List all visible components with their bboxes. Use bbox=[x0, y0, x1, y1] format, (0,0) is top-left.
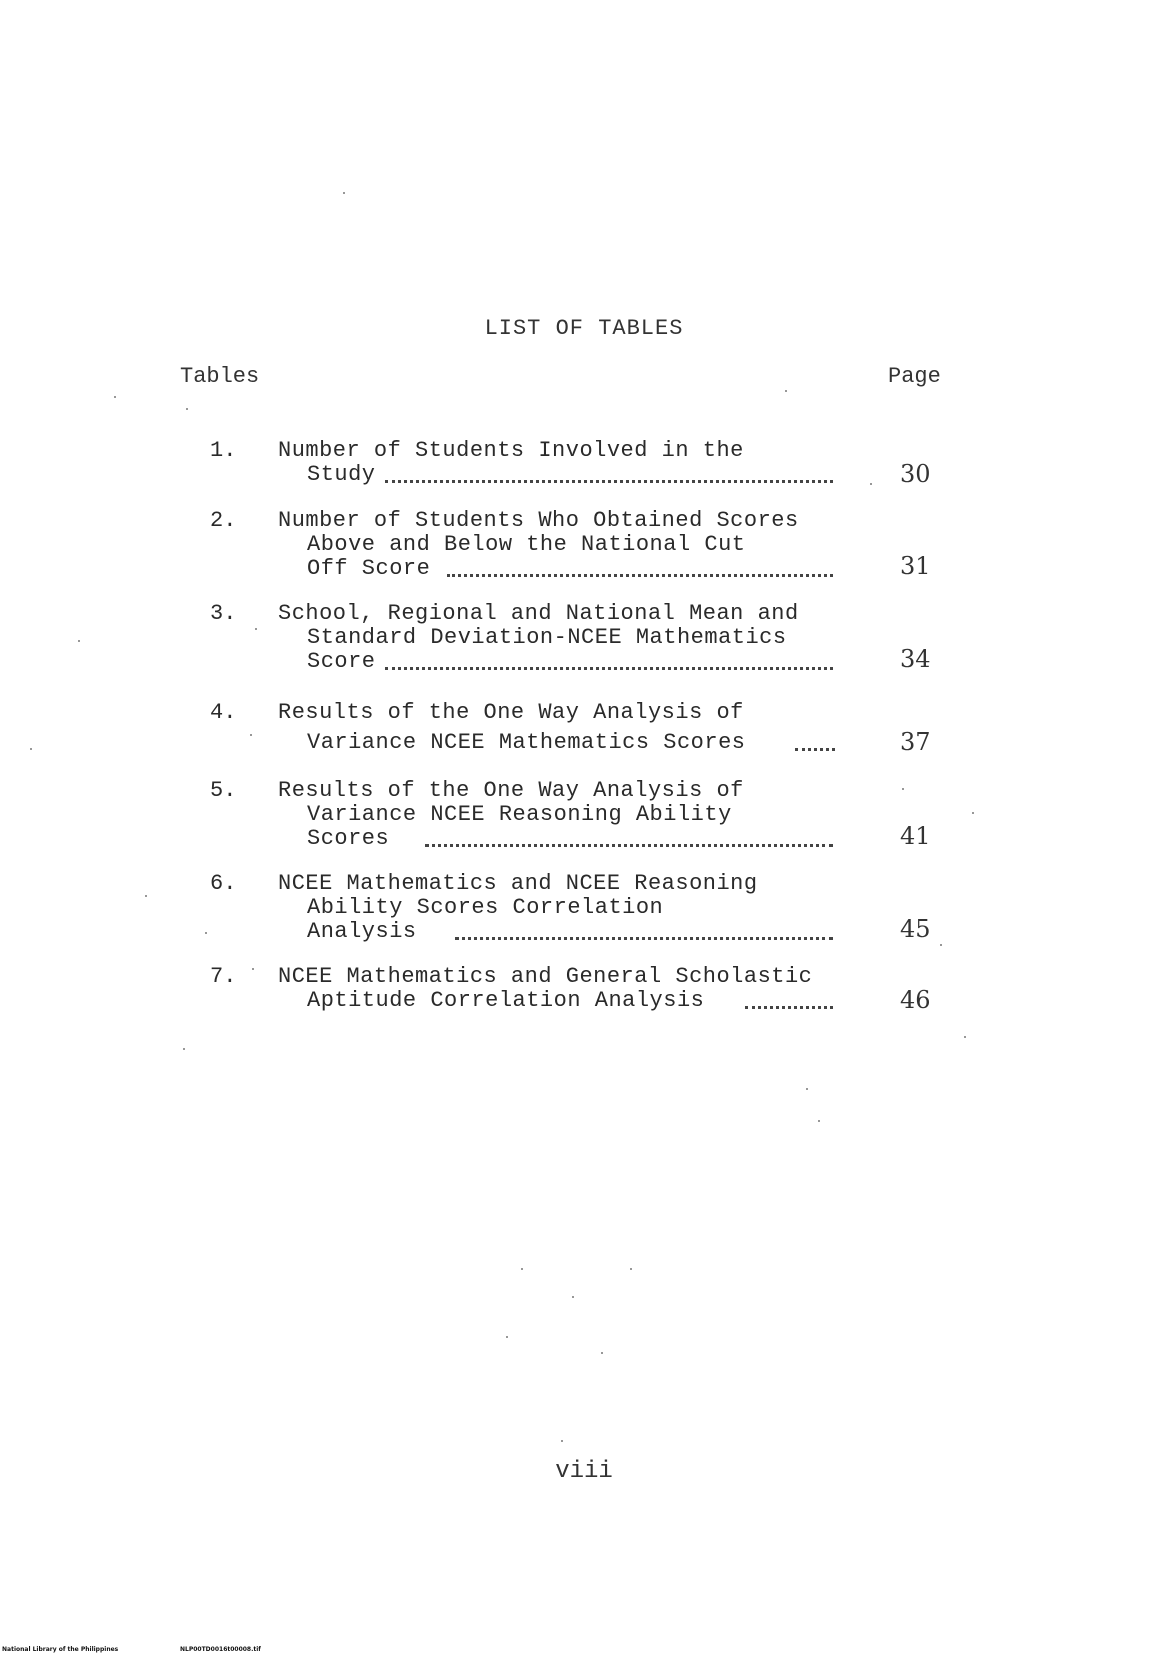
entry-page-number: 34 bbox=[900, 645, 931, 673]
scan-speck bbox=[964, 1036, 966, 1038]
entry-title-line: Number of Students Involved in the bbox=[278, 438, 744, 463]
entry-title-line: Results of the One Way Analysis of bbox=[278, 700, 744, 725]
scan-speck bbox=[250, 734, 252, 736]
scan-speck bbox=[902, 788, 904, 790]
scan-speck bbox=[114, 396, 116, 398]
scan-speck bbox=[521, 1268, 523, 1270]
scan-speck bbox=[183, 1048, 185, 1050]
scan-speck bbox=[572, 1296, 574, 1298]
scan-speck bbox=[630, 1268, 632, 1270]
entry-title-line: Aptitude Correlation Analysis bbox=[307, 988, 705, 1013]
entry-number: 5. bbox=[210, 778, 237, 803]
scan-speck bbox=[972, 812, 974, 814]
entry-number: 2. bbox=[210, 508, 237, 533]
page-number: viii bbox=[555, 1458, 613, 1485]
entry-title-line: Variance NCEE Mathematics Scores bbox=[307, 730, 746, 755]
scan-speck bbox=[785, 390, 787, 392]
entry-title-line: Number of Students Who Obtained Scores bbox=[278, 508, 799, 533]
entry-title-line: Variance NCEE Reasoning Ability bbox=[307, 802, 732, 827]
entry-title-line: NCEE Mathematics and NCEE Reasoning bbox=[278, 871, 758, 896]
page-column-header: Page bbox=[888, 364, 941, 389]
scan-speck bbox=[601, 1352, 603, 1354]
entry-title-line: Score bbox=[307, 649, 376, 674]
scan-credit-file: NLP00TD0016t00008.tif bbox=[180, 1646, 261, 1653]
scan-speck bbox=[186, 408, 188, 410]
dot-leader bbox=[447, 574, 833, 577]
entry-number: 1. bbox=[210, 438, 237, 463]
entry-title-line: NCEE Mathematics and General Scholastic bbox=[278, 964, 813, 989]
entry-number: 7. bbox=[210, 964, 237, 989]
scan-speck bbox=[561, 1440, 563, 1442]
entry-title-line: Results of the One Way Analysis of bbox=[278, 778, 744, 803]
scan-speck bbox=[205, 932, 207, 934]
entry-title-line: Scores bbox=[307, 826, 390, 851]
tables-column-header: Tables bbox=[180, 364, 260, 389]
entry-title-line: Above and Below the National Cut bbox=[307, 532, 746, 557]
entry-page-number: 30 bbox=[900, 460, 931, 488]
scan-speck bbox=[806, 1088, 808, 1090]
scan-speck bbox=[343, 192, 345, 194]
dot-leader bbox=[385, 480, 833, 483]
entry-page-number: 41 bbox=[900, 822, 931, 850]
entry-title-line: Ability Scores Correlation bbox=[307, 895, 664, 920]
scan-speck bbox=[870, 483, 872, 485]
entry-page-number: 31 bbox=[900, 552, 931, 580]
entry-title-line: School, Regional and National Mean and bbox=[278, 601, 799, 626]
dot-leader bbox=[745, 1006, 833, 1009]
dot-leader bbox=[385, 667, 833, 670]
entry-number: 4. bbox=[210, 700, 237, 725]
dot-leader bbox=[455, 937, 833, 940]
entry-title-line: Standard Deviation-NCEE Mathematics bbox=[307, 625, 787, 650]
scan-speck bbox=[30, 748, 32, 750]
scan-speck bbox=[506, 1336, 508, 1338]
scan-credit-library: National Library of the Philippines bbox=[2, 1646, 119, 1653]
entry-number: 6. bbox=[210, 871, 237, 896]
page-title: LIST OF TABLES bbox=[484, 316, 684, 341]
dot-leader bbox=[425, 844, 833, 847]
entry-title-line: Analysis bbox=[307, 919, 417, 944]
entry-title-line: Off Score bbox=[307, 556, 431, 581]
entry-title-line: Study bbox=[307, 462, 376, 487]
scan-speck bbox=[78, 640, 80, 642]
entry-number: 3. bbox=[210, 601, 237, 626]
scan-speck bbox=[940, 944, 942, 946]
entry-page-number: 46 bbox=[900, 986, 931, 1014]
entry-page-number: 37 bbox=[900, 728, 931, 756]
scan-speck bbox=[145, 895, 147, 897]
scan-speck bbox=[255, 628, 257, 630]
entry-page-number: 45 bbox=[900, 915, 931, 943]
scan-speck bbox=[252, 968, 254, 970]
scan-speck bbox=[818, 1120, 820, 1122]
dot-leader bbox=[795, 748, 835, 751]
